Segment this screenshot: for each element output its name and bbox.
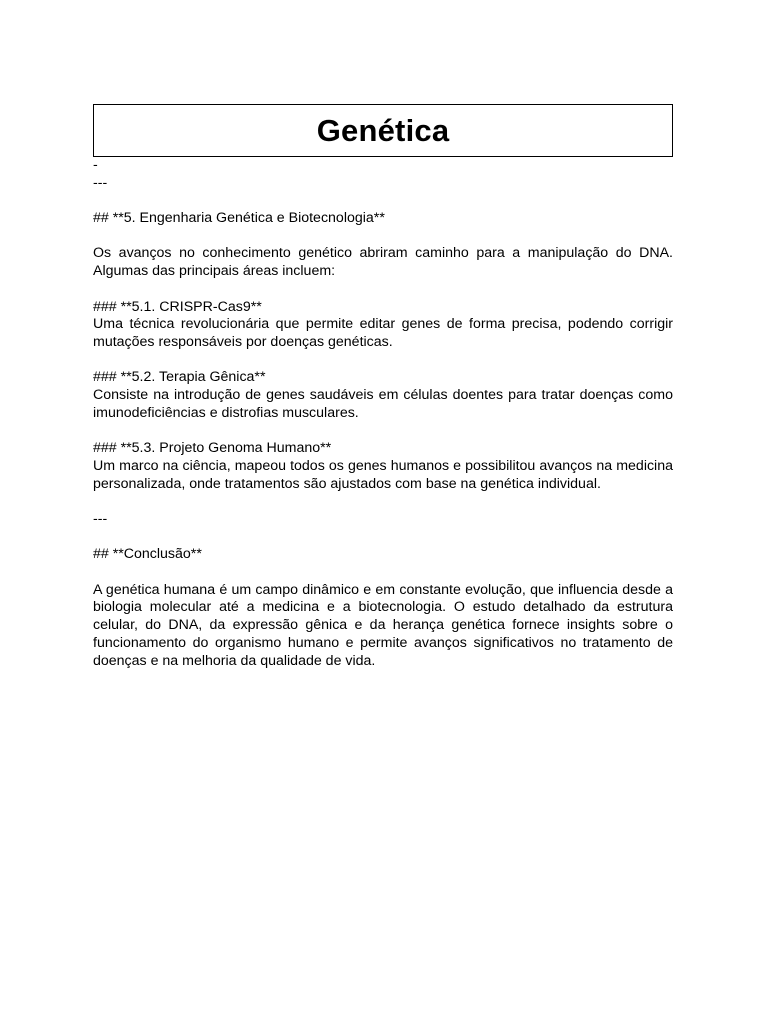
conclusion-heading: ## **Conclusão** xyxy=(93,546,202,563)
spacer xyxy=(93,281,673,299)
document-page xyxy=(93,104,673,670)
dash-line: - xyxy=(93,157,98,173)
separator-top: --- xyxy=(93,174,108,191)
subsection-heading-genoma: ### **5.3. Projeto Genoma Humano** xyxy=(93,440,332,457)
spacer xyxy=(93,228,673,246)
spacer xyxy=(93,422,673,440)
subsection-heading-terapia: ### **5.2. Terapia Gênica** xyxy=(93,369,266,386)
document-body xyxy=(93,157,673,670)
subsection-heading-crispr: ### **5.1. CRISPR-Cas9** xyxy=(93,298,262,315)
spacer xyxy=(93,192,673,210)
spacer xyxy=(93,564,673,582)
conclusion-text: A genética humana é um campo dinâmico e em constante evolução, que influencia desde a biologia molecular até a medicina e a biotecnologia. O estudo detalhado da estrutura celular, do DNA, da expressão gênica e da herança genética fornece insights sobre o funcionamento do organismo humano e permite avanços significativos no tratamento de doenças e na melhoria da qualidade de vida. xyxy=(93,581,673,669)
spacer xyxy=(93,529,673,547)
subsection-text-terapia: Consiste na introdução de genes saudáveis em células doentes para tratar doenças como imunodeficiências e distrofias musculares. xyxy=(93,387,673,421)
page-title: Genética xyxy=(316,112,450,148)
section5-heading: ## **5. Engenharia Genética e Biotecnologia** xyxy=(93,210,385,227)
subsection-text-genoma: Um marco na ciência, mapeou todos os genes humanos e possibilitou avanços na medicina personalizada, onde tratamentos são ajustados com base na genética individual. xyxy=(93,457,673,492)
spacer xyxy=(93,352,673,370)
section5-intro: Os avanços no conhecimento genético abriram caminho para a manipulação do DNA. Algumas das principais áreas incluem: xyxy=(93,245,673,280)
title-box xyxy=(93,104,673,157)
separator-bottom: --- xyxy=(93,510,108,527)
subsection-text-crispr: Uma técnica revolucionária que permite editar genes de forma precisa, podendo corrigir mutações responsáveis por doenças genéticas. xyxy=(93,316,673,350)
spacer xyxy=(93,493,673,511)
